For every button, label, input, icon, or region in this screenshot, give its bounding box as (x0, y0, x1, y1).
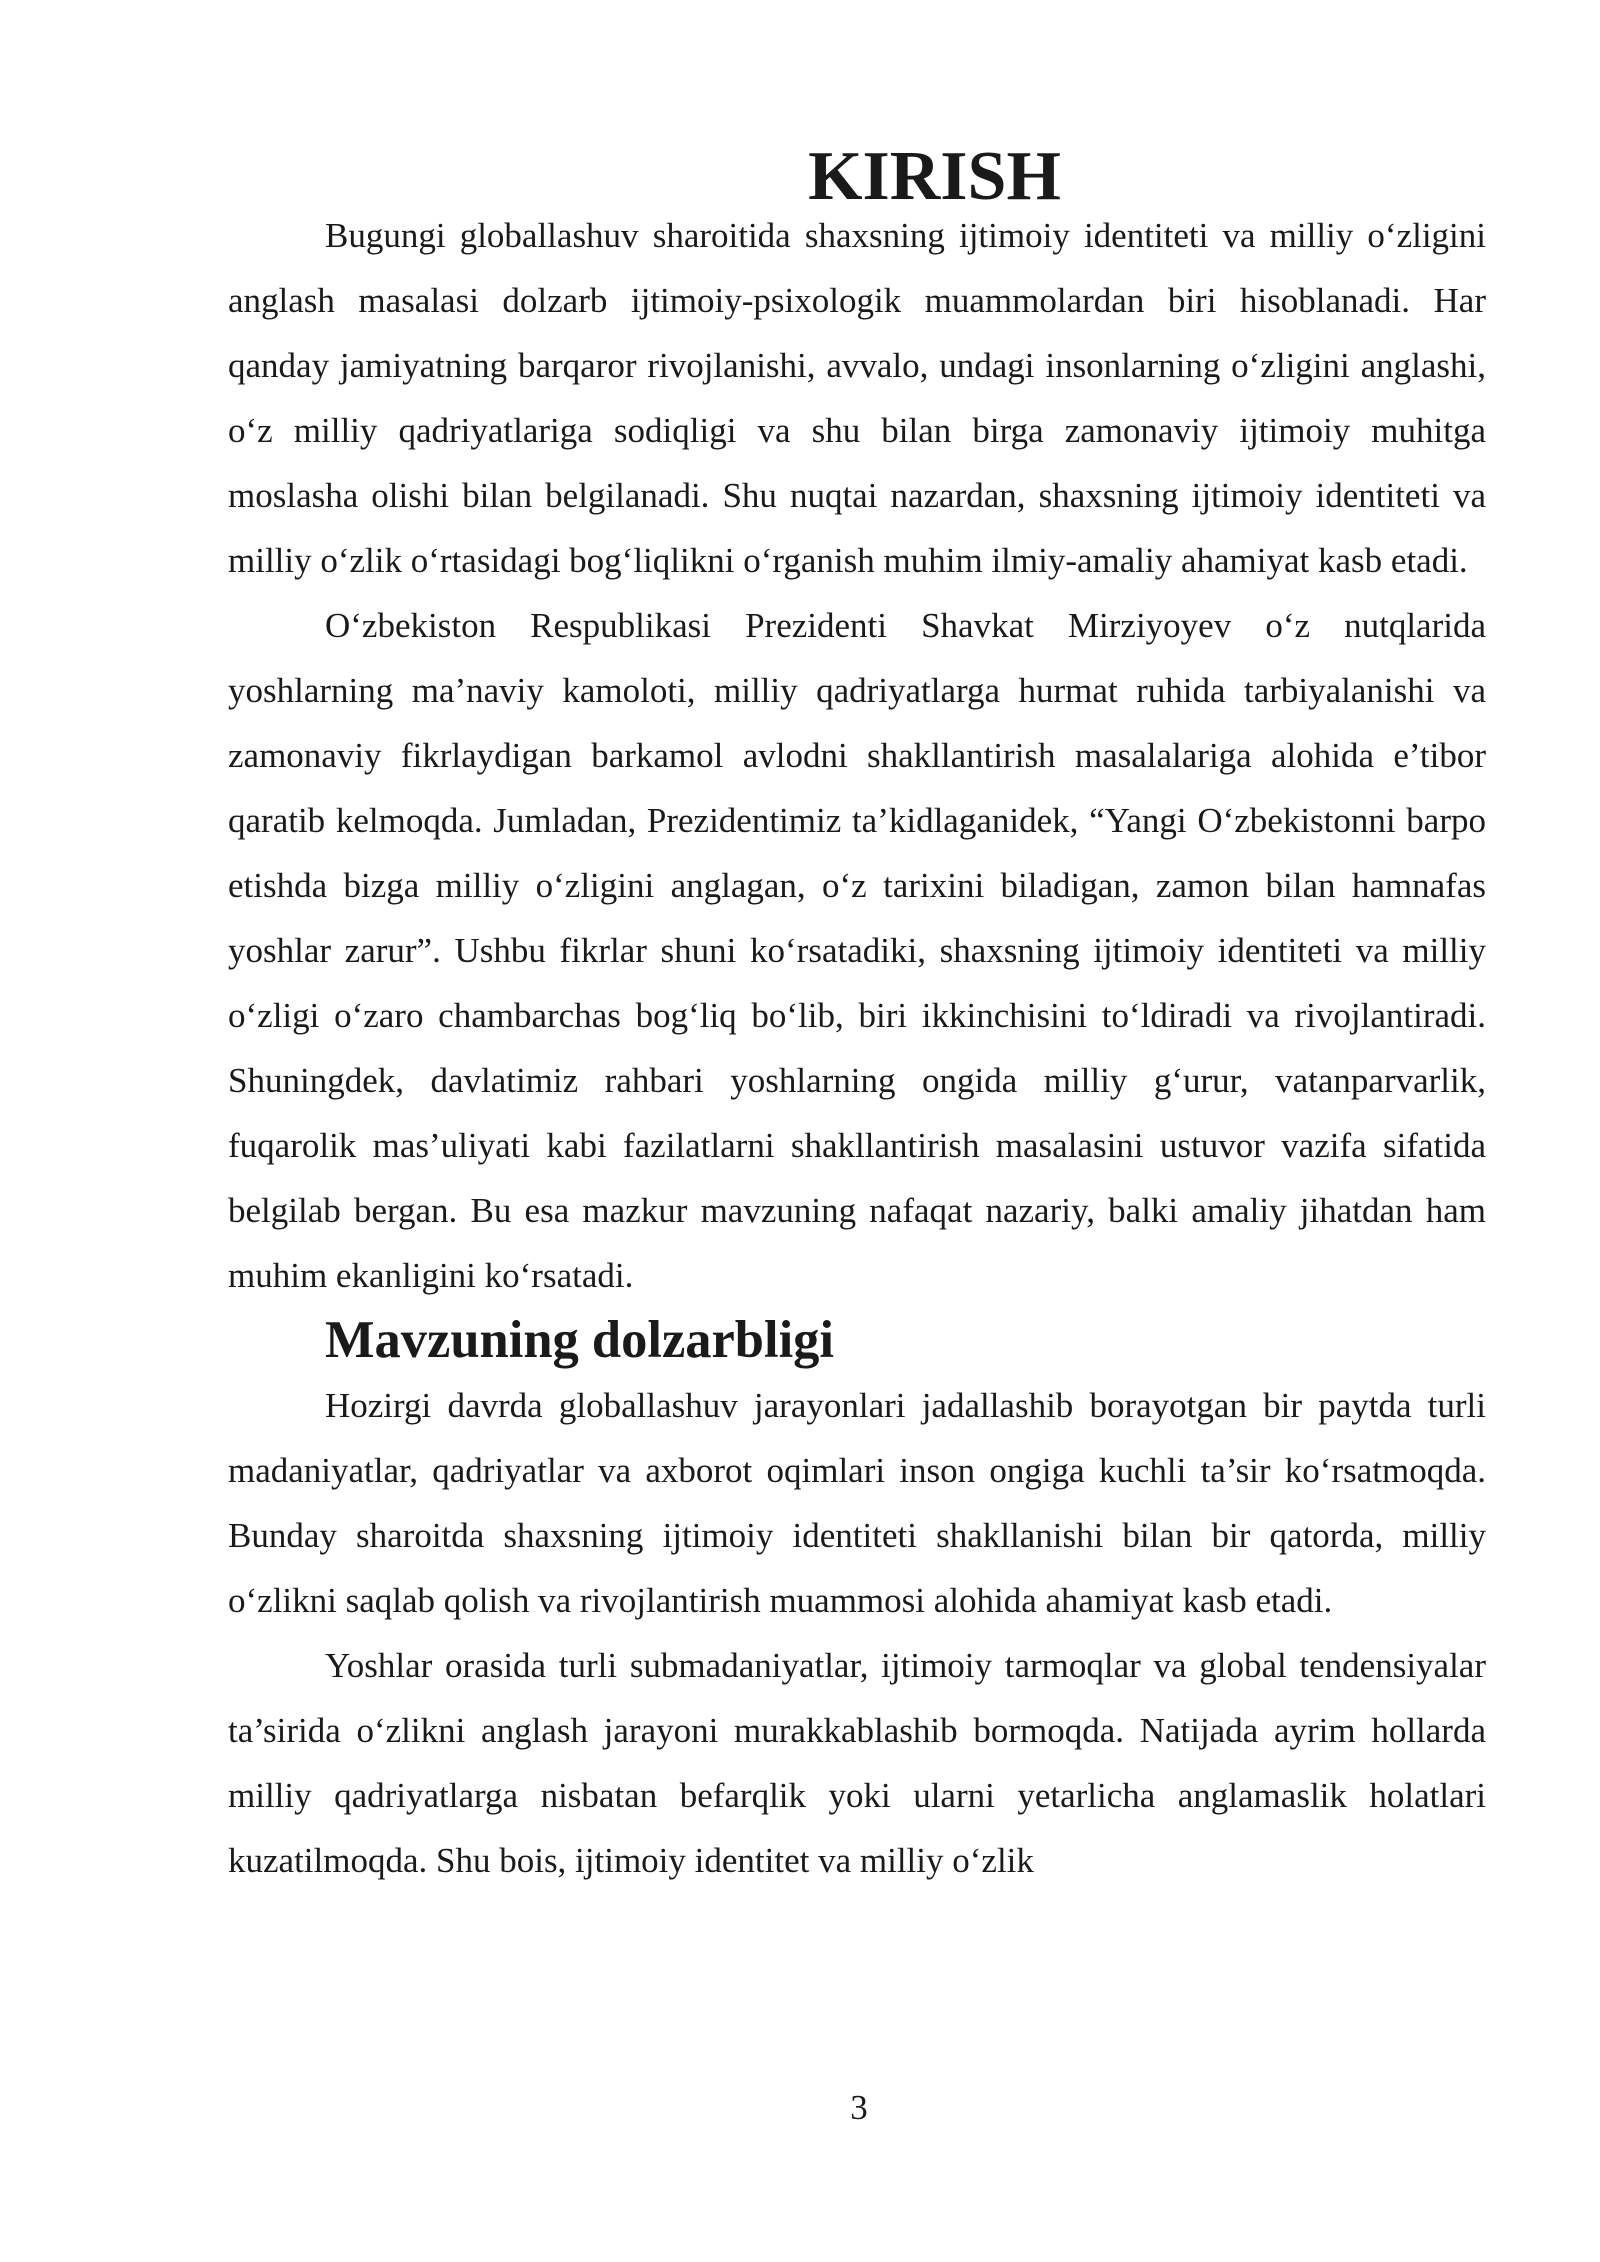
document-page (228, 138, 1486, 1893)
section-heading-relevance: Mavzuning dolzarbligi (325, 1311, 835, 1369)
relevance-paragraph-1: Hozirgi davrda globallashuv jarayonlari jadallashib borayotgan bir paytda turli madaniyatlar, qadriyatlar va axborot oqimlari inson ongiga kuchli ta’sir ko‘rsatmoqda. Bunday sharoitda shaxsning ijtimoiy identiteti shakllanishi bilan bir qatorda, milliy o‘zlikni saqlab qolish va rivojlantirish muammosi alohida ahamiyat kasb etadi. (228, 1386, 1486, 1620)
intro-paragraph-1: Bugungi globallashuv sharoitida shaxsning ijtimoiy identiteti va milliy o‘zligini anglash masalasi dolzarb ijtimoiy-psixologik muammolardan biri hisoblanadi. Har qanday jamiyatning barqaror rivojlanishi, avvalo, undagi insonlarning o‘zligini anglashi, o‘z milliy qadriyatlariga sodiqligi va shu bilan birga zamonaviy ijtimoiy muhitga moslasha olishi bilan belgilanadi. Shu nuqtai nazardan, shaxsning ijtimoiy identiteti va milliy o‘zlik o‘rtasidagi bog‘liqlikni o‘rganish muhim ilmiy-amaliy ahamiyat kasb etadi. (228, 216, 1486, 580)
intro-paragraph-2: O‘zbekiston Respublikasi Prezidenti Shavkat Mirziyoyev o‘z nutqlarida yoshlarning ma’naviy kamoloti, milliy qadriyatlarga hurmat ruhida tarbiyalanishi va zamonaviy fikrlaydigan barkamol avlodni shakllantirish masalalariga alohida e’tibor qaratib kelmoqda. Jumladan, Prezidentimiz ta’kidlaganidek, “Yangi O‘zbekistonni barpo etishda bizga milliy o‘zligini anglagan, o‘z tarixini biladigan, zamon bilan hamnafas yoshlar zarur”. Ushbu fikrlar shuni ko‘rsatadiki, shaxsning ijtimoiy identiteti va milliy o‘zligi o‘zaro chambarchas bog‘liq bo‘lib, biri ikkinchisini to‘ldiradi va rivojlantiradi. Shuningdek, davlatimiz rahbari yoshlarning ongida milliy g‘urur, vatanparvarlik, fuqarolik mas’uliyati kabi fazilatlarni shakllantirish masalasini ustuvor vazifa sifatida belgilab bergan. Bu esa mazkur mavzuning nafaqat nazariy, balki amaliy jihatdan ham muhim ekanligini ko‘rsatadi. (228, 606, 1486, 1295)
relevance-paragraph-2: Yoshlar orasida turli submadaniyatlar, ijtimoiy tarmoqlar va global tendensiyalar ta’sirida o‘zlikni anglash jarayoni murakkablashib bormoqda. Natijada ayrim hollarda milliy qadriyatlarga nisbatan befarqlik yoki ularni yetarlicha anglamaslik holatlari kuzatilmoqda. Shu bois, ijtimoiy identitet va milliy o‘zlik (228, 1646, 1486, 1880)
page-title: KIRISH (808, 138, 1061, 215)
page-number: 3 (850, 2088, 868, 2127)
